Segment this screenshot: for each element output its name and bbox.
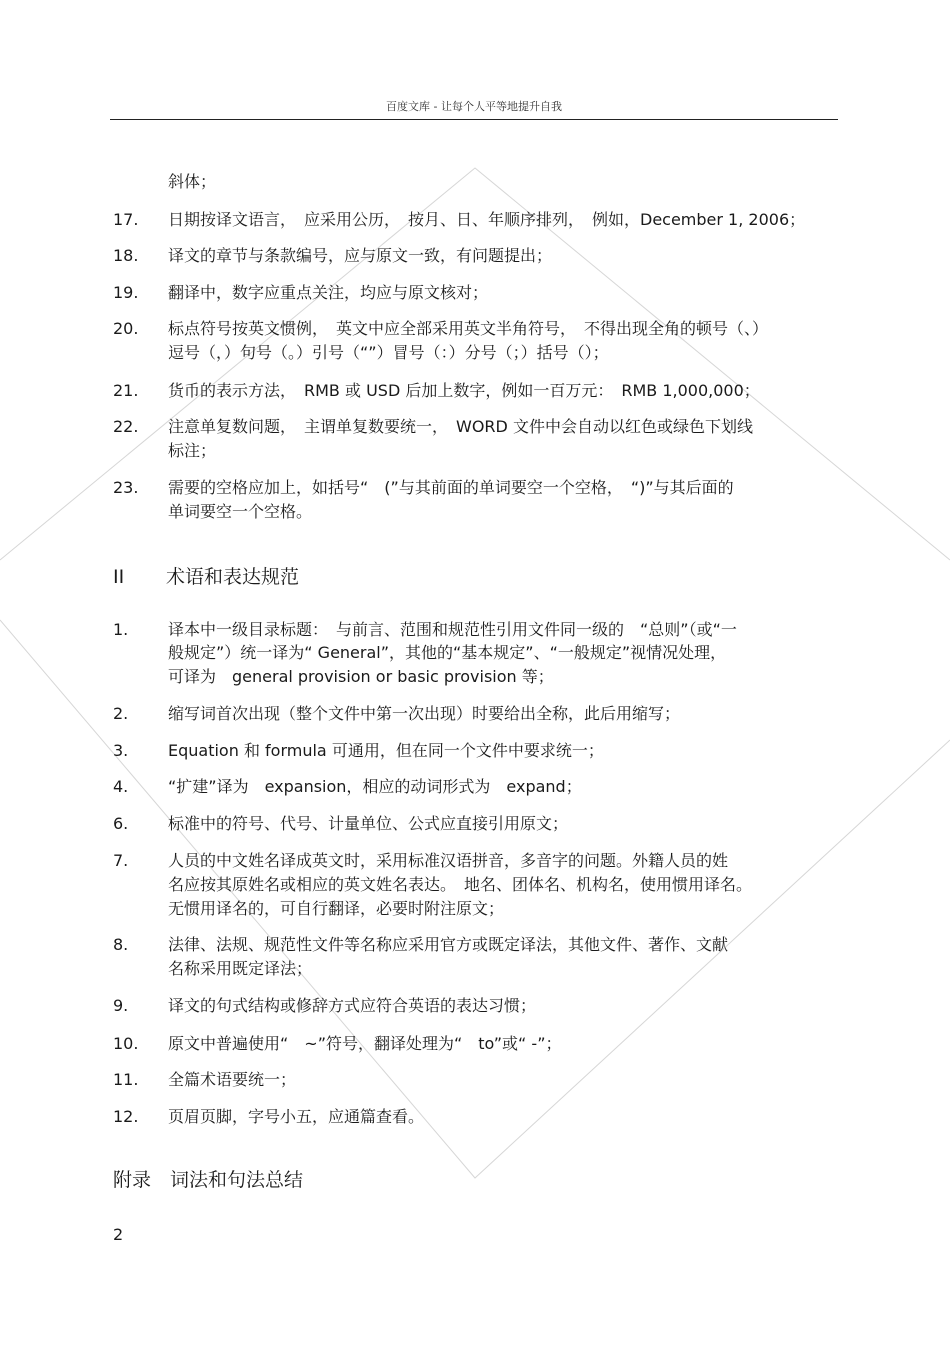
- appendix-title: 附录 词法和句法总结: [113, 1169, 304, 1191]
- list-item-number: 22.: [113, 417, 139, 436]
- list-item-number: 2.: [113, 704, 129, 723]
- list-item-text: 可译为 general provision or basic provision 等；: [168, 667, 554, 686]
- list-item-number: 6.: [113, 814, 129, 833]
- list-item-text: 译文的章节与条款编号，应与原文一致，有问题提出；: [168, 246, 553, 265]
- list-item-text: “扩建”译为 expansion，相应的动词形式为 expand；: [168, 777, 582, 796]
- section-title: 术语和表达规范: [166, 566, 300, 588]
- page-number: 2: [113, 1225, 124, 1244]
- list-item-number: 1.: [113, 620, 129, 639]
- list-item-text: 单词要空一个空格。: [168, 502, 313, 521]
- list-item-number: 21.: [113, 381, 139, 400]
- list-item-number: 17.: [113, 210, 139, 229]
- list-item-number: 19.: [113, 283, 139, 302]
- list-item-text: 原文中普遍使用“ ~”符号，翻译处理为“ to”或“ -”；: [168, 1034, 562, 1053]
- list-item-text: 需要的空格应加上，如括号“ (”与其前面的单词要空一个空格， “)”与其后面的: [168, 478, 734, 497]
- list-item-number: 10.: [113, 1034, 139, 1053]
- list-item-text: 标注；: [168, 441, 217, 460]
- list-item-number: 4.: [113, 777, 129, 796]
- list-item-text: 翻译中，数字应重点关注，均应与原文核对；: [168, 283, 489, 302]
- page-header: 百度文库 - 让每个人平等地提升自我: [386, 100, 562, 113]
- list-item-text: 标准中的符号、代号、计量单位、公式应直接引用原文；: [168, 814, 569, 833]
- list-item-number: 20.: [113, 319, 139, 338]
- list-item-text: 般规定”）统一译为“ General”，其他的“基本规定”、“一般规定”视情况处理，: [168, 643, 727, 662]
- list-item-text: 名应按其原姓名或相应的英文姓名表达。 地名、团体名、机构名，使用惯用译名。: [168, 875, 753, 894]
- list-item-number: 9.: [113, 996, 129, 1015]
- list-item-text: 缩写词首次出现（整个文件中第一次出现）时要给出全称，此后用缩写；: [168, 704, 681, 723]
- list-item-text: 页眉页脚，字号小五，应通篇查看。: [168, 1107, 425, 1126]
- list-item-text: 全篇术语要统一；: [168, 1070, 297, 1089]
- list-item-number: 8.: [113, 935, 129, 954]
- list-item-text: 人员的中文姓名译成英文时，采用标准汉语拼音，多音字的问题。外籍人员的姓: [168, 851, 729, 870]
- list-item-text: 名称采用既定译法；: [168, 959, 313, 978]
- list-item-text: 逗号（，）句号（。）引号（“”）冒号（：）分号（；）括号（）；: [168, 343, 609, 362]
- list-item-text: 无惯用译名的，可自行翻译，必要时附注原文；: [168, 899, 505, 918]
- section-number: II: [113, 566, 125, 588]
- list-item-text: 译本中一级目录标题： 与前言、范围和规范性引用文件同一级的 “总则”（或“一: [168, 620, 737, 639]
- list-item-text: 标点符号按英文惯例， 英文中应全部采用英文半角符号， 不得出现全角的顿号（、）: [168, 319, 769, 338]
- list-continuation: 斜体；: [168, 172, 217, 191]
- list-item-text: 货币的表示方法， RMB 或 USD 后加上数字，例如一百万元： RMB 1,000,000；: [168, 381, 760, 400]
- list-item-number: 12.: [113, 1107, 139, 1126]
- list-item-number: 11.: [113, 1070, 139, 1089]
- list-item-text: 日期按译文语言， 应采用公历， 按月、日、年顺序排列， 例如，December 1, 2006；: [168, 210, 806, 229]
- list-item-text: 译文的句式结构或修辞方式应符合英语的表达习惯；: [168, 996, 537, 1015]
- list-item-number: 7.: [113, 851, 129, 870]
- header-divider: [110, 119, 838, 120]
- list-item-number: 23.: [113, 478, 139, 497]
- list-item-text: 注意单复数问题， 主谓单复数要统一， WORD 文件中会自动以红色或绿色下划线: [168, 417, 753, 436]
- list-item-text: Equation 和 formula 可通用，但在同一个文件中要求统一；: [168, 741, 604, 760]
- list-item-number: 3.: [113, 741, 129, 760]
- list-item-text: 法律、法规、规范性文件等名称应采用官方或既定译法，其他文件、著作、文献: [168, 935, 729, 954]
- list-item-number: 18.: [113, 246, 139, 265]
